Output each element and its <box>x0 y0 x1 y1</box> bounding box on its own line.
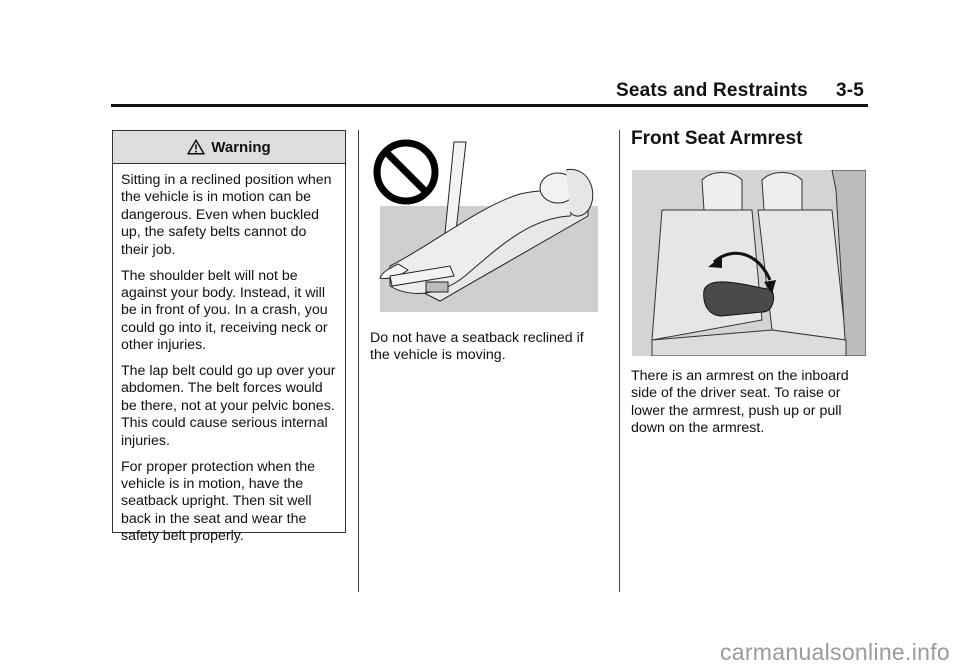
page-header <box>616 80 864 102</box>
warning-header <box>113 131 345 164</box>
recline-caption: Do not have a seatback reclined if the vehicle is moving. <box>370 330 584 364</box>
warning-paragraph: The lap belt could go up over your abdomen. The belt forces would be there, not at your pelvic bones. This could cause serious internal injuries. <box>121 363 336 449</box>
warning-title: Warning <box>211 138 271 156</box>
prohibition-icon <box>377 143 435 201</box>
warning-paragraph: Sitting in a reclined position when the vehicle is in motion can be dangerous. Even when buckled up, the safety belts cannot do their job. <box>121 172 332 258</box>
column-divider-left <box>358 130 359 592</box>
column-divider-right <box>619 130 620 592</box>
warning-paragraph: The shoulder belt will not be against your body. Instead, it will be in front of you. In a crash, you could go into it, receiving neck or other injuries. <box>121 267 328 354</box>
armrest-description: There is an armrest on the inboard side of the driver seat. To raise or lower the armrest, push up or pull down on the armrest. <box>631 368 849 437</box>
warning-paragraph: For proper protection when the vehicle is in motion, have the seatback upright. Then sit well back in the seat and wear the safety belt properly. <box>121 458 316 545</box>
warning-triangle-icon <box>187 139 205 155</box>
warning-body <box>113 164 345 546</box>
section-name: Seats and Restraints <box>615 80 808 101</box>
header-rule <box>111 104 868 107</box>
section-title: Front Seat Armrest <box>631 128 803 149</box>
warning-box <box>112 130 346 545</box>
reclined-occupant-illustration <box>370 136 598 312</box>
armrest-illustration <box>632 170 866 356</box>
page-number: 3-5 <box>835 80 864 101</box>
watermark: carmanualsonline.info <box>719 639 950 665</box>
